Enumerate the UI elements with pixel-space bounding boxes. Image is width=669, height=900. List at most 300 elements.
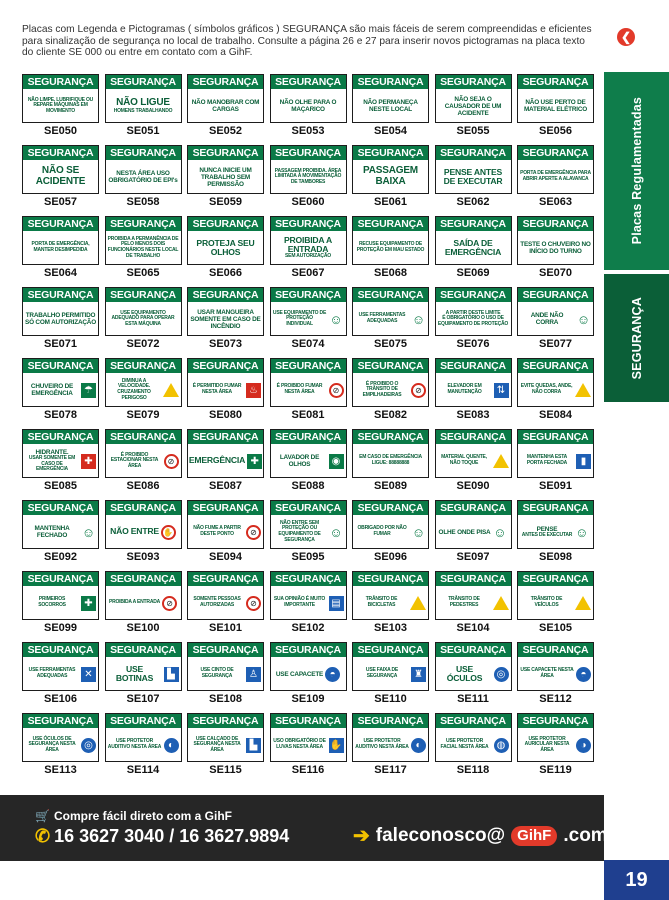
sign-card-se062[interactable] bbox=[435, 145, 512, 210]
sign-code: SE114 bbox=[126, 764, 160, 776]
sign-header: SEGURANÇA bbox=[106, 501, 181, 516]
sign-main-text: USO OBRIGATÓRIO DE LUVAS NESTA ÁREA bbox=[273, 738, 326, 750]
sign-code: SE055 bbox=[456, 125, 490, 137]
sign-body bbox=[353, 658, 428, 690]
worker-icon: ☺ bbox=[576, 311, 591, 327]
sign-body bbox=[271, 587, 346, 619]
sign-card-se094[interactable] bbox=[187, 500, 264, 565]
sign-body bbox=[106, 90, 181, 122]
no-smoking-icon: ⊘ bbox=[329, 383, 344, 398]
sign-header: SEGURANÇA bbox=[23, 501, 98, 516]
sign-code: SE098 bbox=[538, 551, 573, 563]
sign-body bbox=[353, 516, 428, 548]
sign-code: SE104 bbox=[456, 622, 490, 634]
sign-main-text: USE FAIXA DE SEGURANÇA bbox=[365, 667, 399, 679]
sign-body bbox=[188, 303, 263, 335]
sign-card-se084[interactable] bbox=[517, 358, 594, 423]
sign-card-se086[interactable] bbox=[105, 429, 182, 494]
sign-body bbox=[436, 374, 511, 406]
sign-plate bbox=[22, 500, 99, 549]
sign-main-text: LAVADOR DE OLHOS bbox=[279, 454, 320, 468]
sign-plate bbox=[270, 713, 347, 762]
sign-header: SEGURANÇA bbox=[518, 714, 593, 729]
sign-card-se067[interactable] bbox=[270, 216, 347, 281]
sign-body bbox=[23, 658, 98, 690]
sign-code: SE095 bbox=[291, 551, 325, 563]
sign-body bbox=[436, 90, 511, 122]
sign-card-se113[interactable] bbox=[22, 713, 99, 778]
sign-main-text: É PROIBIDO O TRÂNSITO DE EMPILHADEIRAS bbox=[362, 380, 402, 398]
sign-header: SEGURANÇA bbox=[353, 288, 428, 303]
sign-text bbox=[25, 166, 96, 187]
sign-card-se063[interactable] bbox=[517, 145, 594, 210]
sign-card-se106[interactable] bbox=[22, 642, 99, 707]
sign-card-se090[interactable] bbox=[435, 429, 512, 494]
sign-plate bbox=[517, 216, 594, 265]
sign-plate bbox=[435, 571, 512, 620]
sign-card-se103[interactable] bbox=[352, 571, 429, 636]
sign-body bbox=[106, 658, 181, 690]
sign-text bbox=[109, 600, 160, 606]
sign-card-se066[interactable] bbox=[187, 216, 264, 281]
sign-card-se074[interactable] bbox=[270, 287, 347, 352]
sign-plate bbox=[435, 642, 512, 691]
sign-card-se096[interactable] bbox=[352, 500, 429, 565]
sign-card-se105[interactable] bbox=[517, 571, 594, 636]
sign-card-se075[interactable] bbox=[352, 287, 429, 352]
sign-main-text: PENSE bbox=[536, 525, 558, 533]
sign-plate bbox=[352, 500, 429, 549]
sign-plate bbox=[517, 571, 594, 620]
sign-card-se080[interactable] bbox=[187, 358, 264, 423]
sign-plate bbox=[187, 642, 264, 691]
back-arrow-icon[interactable]: ❮ bbox=[617, 28, 635, 46]
sign-card-se115[interactable] bbox=[187, 713, 264, 778]
sign-main-text: TRÂNSITO DE VEÍCULOS bbox=[530, 596, 563, 608]
sign-body bbox=[353, 445, 428, 477]
sign-body bbox=[106, 729, 181, 761]
sign-text bbox=[355, 99, 426, 113]
sign-plate bbox=[435, 145, 512, 194]
sign-plate bbox=[187, 74, 264, 123]
sign-text bbox=[25, 383, 79, 397]
worker-icon: ☺ bbox=[411, 524, 426, 540]
sign-header: SEGURANÇA bbox=[188, 75, 263, 90]
sign-text bbox=[438, 96, 509, 117]
sign-header: SEGURANÇA bbox=[188, 430, 263, 445]
sign-card-se061[interactable] bbox=[352, 145, 429, 210]
sign-card-se104[interactable] bbox=[435, 571, 512, 636]
sign-plate bbox=[187, 145, 264, 194]
sign-card-se118[interactable] bbox=[435, 713, 512, 778]
arrow-right-icon: ➔ bbox=[353, 825, 370, 847]
sign-plate bbox=[517, 145, 594, 194]
sign-body bbox=[106, 303, 181, 335]
sign-card-se117[interactable] bbox=[352, 713, 429, 778]
sign-code: SE072 bbox=[126, 338, 160, 350]
sign-card-se091[interactable] bbox=[517, 429, 594, 494]
sign-grid bbox=[22, 74, 594, 778]
sign-text bbox=[110, 527, 159, 536]
sign-body bbox=[188, 232, 263, 264]
shower-icon: ☂ bbox=[81, 383, 96, 398]
sign-plate bbox=[187, 287, 264, 336]
sign-text bbox=[522, 526, 572, 539]
sign-text bbox=[25, 242, 96, 253]
sign-main-text: PROIBIDA A PERMANÊNCIA DE PELO MENOS DOIS FUNCIONÁRIOS NESTE LOCAL DE TRABALHO bbox=[107, 235, 179, 259]
sign-body bbox=[353, 374, 428, 406]
sign-main-text: NÃO FUME A PARTIR DESTE PONTO bbox=[193, 525, 241, 537]
helmet-icon: ◓ bbox=[325, 667, 340, 682]
sign-main-text: EVITE QUEDAS, ANDE, NÃO CORRA bbox=[520, 383, 573, 395]
sign-plate bbox=[22, 713, 99, 762]
sign-plate bbox=[270, 74, 347, 123]
sign-card-se056[interactable] bbox=[517, 74, 594, 139]
sign-card-se077[interactable] bbox=[517, 287, 594, 352]
sign-card-se112[interactable] bbox=[517, 642, 594, 707]
sign-body bbox=[106, 374, 181, 406]
sign-plate bbox=[105, 287, 182, 336]
sign-card-se099[interactable] bbox=[22, 571, 99, 636]
sign-card-se116[interactable] bbox=[270, 713, 347, 778]
sign-main-text: NÃO SE ACIDENTE bbox=[35, 165, 86, 187]
worker-icon: ☺ bbox=[411, 311, 426, 327]
sign-main-text: NÃO LIGUE bbox=[116, 96, 170, 108]
sign-body bbox=[518, 658, 593, 690]
sign-body bbox=[518, 303, 593, 335]
sign-text bbox=[108, 739, 162, 750]
sign-card-se102[interactable] bbox=[270, 571, 347, 636]
sign-card-se057[interactable] bbox=[22, 145, 99, 210]
boots-icon: ▙ bbox=[164, 667, 179, 682]
sign-card-se053[interactable] bbox=[270, 74, 347, 139]
sign-card-se111[interactable] bbox=[435, 642, 512, 707]
sign-text bbox=[190, 597, 244, 608]
no-parking-icon: ⊘ bbox=[164, 454, 179, 469]
sign-code: SE092 bbox=[43, 551, 78, 563]
sign-main-text: USE ÓCULOS DE SEGURANÇA NESTA ÁREA bbox=[28, 735, 76, 753]
sign-text bbox=[190, 99, 261, 113]
sign-card-se076[interactable] bbox=[435, 287, 512, 352]
sign-code: SE100 bbox=[126, 622, 160, 634]
sign-body bbox=[518, 516, 593, 548]
sign-text bbox=[520, 171, 591, 182]
sign-plate bbox=[270, 358, 347, 407]
sign-card-se093[interactable] bbox=[105, 500, 182, 565]
boots-icon: ▙ bbox=[246, 738, 261, 753]
sign-code: SE051 bbox=[126, 125, 160, 137]
sign-text bbox=[25, 312, 96, 326]
sign-main-text: OBRIGADO POR NÃO FUMAR bbox=[357, 525, 407, 537]
sign-plate bbox=[105, 358, 182, 407]
sign-main-text: SUA OPINIÃO É MUITO IMPORTANTE bbox=[273, 596, 326, 608]
sign-header: SEGURANÇA bbox=[518, 217, 593, 232]
sign-header: SEGURANÇA bbox=[106, 643, 181, 658]
sign-body bbox=[518, 90, 593, 122]
sign-main-text: PROIBIDA A ENTRADA bbox=[108, 599, 161, 606]
sign-card-se052[interactable] bbox=[187, 74, 264, 139]
sign-card-se119[interactable] bbox=[517, 713, 594, 778]
sign-code: SE069 bbox=[456, 267, 490, 279]
sign-card-se069[interactable] bbox=[435, 216, 512, 281]
sign-plate bbox=[22, 145, 99, 194]
sign-text bbox=[114, 98, 173, 114]
sign-card-se059[interactable] bbox=[187, 145, 264, 210]
sign-code: SE102 bbox=[291, 622, 325, 634]
sign-card-se107[interactable] bbox=[105, 642, 182, 707]
sign-plate bbox=[435, 287, 512, 336]
sign-main-text: PENSE ANTES DE EXECUTAR bbox=[443, 166, 503, 186]
sign-body bbox=[23, 232, 98, 264]
sign-header: SEGURANÇA bbox=[188, 146, 263, 161]
sign-card-se097[interactable] bbox=[435, 500, 512, 565]
sign-sub-text: USAR SOMENTE EM CASO DE EMERGÊNCIA bbox=[28, 455, 76, 473]
sign-text bbox=[438, 665, 492, 683]
sign-main-text: SOMENTE PESSOAS AUTORIZADAS bbox=[193, 596, 241, 608]
sign-header: SEGURANÇA bbox=[23, 217, 98, 232]
sign-main-text: A PARTIR DESTE LIMITE bbox=[445, 309, 501, 316]
sign-plate bbox=[517, 713, 594, 762]
sign-main-text: USE CAPACETE NESTA ÁREA bbox=[520, 667, 574, 679]
sign-header: SEGURANÇA bbox=[518, 75, 593, 90]
sign-main-text: É PROIBIDO FUMAR NESTA ÁREA bbox=[276, 383, 323, 395]
sign-main-text: USE FERRAMENTAS ADEQUADAS bbox=[28, 667, 76, 679]
sign-card-se110[interactable] bbox=[352, 642, 429, 707]
sign-plate bbox=[352, 713, 429, 762]
sign-main-text: PORTA DE EMERGÊNCIA, MANTER DESIMPEDIDA bbox=[31, 241, 90, 253]
sign-body bbox=[271, 445, 346, 477]
sign-text bbox=[108, 379, 161, 401]
sign-card-se081[interactable] bbox=[270, 358, 347, 423]
sign-body bbox=[436, 303, 511, 335]
sign-plate bbox=[435, 713, 512, 762]
sign-main-text: USE CINTO DE SEGURANÇA bbox=[200, 667, 234, 679]
sign-card-se100[interactable] bbox=[105, 571, 182, 636]
sign-code: SE099 bbox=[43, 622, 78, 634]
sign-header: SEGURANÇA bbox=[271, 146, 346, 161]
sign-plate bbox=[270, 500, 347, 549]
sign-card-se065[interactable] bbox=[105, 216, 182, 281]
sign-text bbox=[355, 668, 409, 679]
sign-code: SE050 bbox=[43, 125, 78, 137]
sign-text bbox=[520, 597, 573, 608]
hot-warning-icon bbox=[493, 454, 509, 468]
sign-card-se078[interactable] bbox=[22, 358, 99, 423]
fall-warning-icon bbox=[575, 383, 591, 397]
sign-text bbox=[190, 167, 261, 188]
sign-text bbox=[190, 737, 244, 754]
sign-text bbox=[190, 309, 261, 330]
sign-header: SEGURANÇA bbox=[271, 643, 346, 658]
sign-body bbox=[271, 516, 346, 548]
hydrant-icon: ✚ bbox=[81, 454, 96, 469]
sign-body bbox=[436, 587, 511, 619]
sign-text bbox=[520, 455, 574, 466]
sign-text bbox=[520, 737, 574, 754]
sign-main-text: É PERMITIDO FUMAR NESTA ÁREA bbox=[192, 383, 242, 395]
sign-card-se108[interactable] bbox=[187, 642, 264, 707]
sign-main-text: NÃO ENTRE SEM PROTEÇÃO OU EQUIPAMENTO DE SEGURANÇA bbox=[278, 519, 321, 543]
sign-card-se092[interactable] bbox=[22, 500, 99, 565]
sign-header: SEGURANÇA bbox=[23, 359, 98, 374]
sign-card-se051[interactable] bbox=[105, 74, 182, 139]
sign-body bbox=[353, 729, 428, 761]
sign-plate bbox=[187, 429, 264, 478]
tools-icon: ✕ bbox=[81, 667, 96, 682]
sign-card-se071[interactable] bbox=[22, 287, 99, 352]
sign-body bbox=[271, 658, 346, 690]
sign-card-se079[interactable] bbox=[105, 358, 182, 423]
sign-code: SE068 bbox=[373, 267, 408, 279]
sign-main-text: USE ÓCULOS bbox=[446, 663, 483, 683]
sign-plate bbox=[105, 571, 182, 620]
ear-protection-icon: ◐ bbox=[411, 738, 426, 753]
sign-card-se054[interactable] bbox=[352, 74, 429, 139]
sign-card-se109[interactable] bbox=[270, 642, 347, 707]
sign-header: SEGURANÇA bbox=[188, 714, 263, 729]
sign-header: SEGURANÇA bbox=[23, 572, 98, 587]
sign-text bbox=[25, 668, 79, 679]
phone-numbers[interactable]: ✆ 16 3627 3040 / 16 3627.9894 bbox=[35, 826, 290, 846]
sign-text bbox=[520, 384, 573, 395]
sign-main-text: TRÂNSITO DE BICICLETAS bbox=[365, 596, 398, 608]
sign-main-text: USE FERRAMENTAS ADEQUADAS bbox=[358, 312, 406, 324]
sign-header: SEGURANÇA bbox=[353, 643, 428, 658]
sign-body bbox=[436, 445, 511, 477]
sign-card-se068[interactable] bbox=[352, 216, 429, 281]
sign-main-text: NÃO OLHE PARA O MAÇARICO bbox=[279, 99, 337, 113]
tab-placas-regulamentadas[interactable]: Placas Regulamentadas bbox=[604, 72, 669, 270]
sign-body bbox=[106, 445, 181, 477]
sign-card-se082[interactable] bbox=[352, 358, 429, 423]
sign-plate bbox=[352, 571, 429, 620]
sign-plate bbox=[22, 642, 99, 691]
sign-card-se070[interactable] bbox=[517, 216, 594, 281]
sign-main-text: PASSAGEM BAIXA bbox=[363, 165, 418, 187]
sign-code: SE097 bbox=[456, 551, 490, 563]
sign-header: SEGURANÇA bbox=[271, 217, 346, 232]
sign-body bbox=[518, 729, 593, 761]
sign-header: SEGURANÇA bbox=[271, 359, 346, 374]
sign-plate bbox=[22, 287, 99, 336]
sign-text bbox=[273, 384, 327, 395]
sign-body bbox=[188, 658, 263, 690]
sign-body bbox=[106, 516, 181, 548]
sign-header: SEGURANÇA bbox=[436, 643, 511, 658]
sign-card-se089[interactable] bbox=[352, 429, 429, 494]
sign-code: SE118 bbox=[456, 764, 490, 776]
sign-card-se088[interactable] bbox=[270, 429, 347, 494]
sign-card-se083[interactable] bbox=[435, 358, 512, 423]
sign-header: SEGURANÇA bbox=[436, 430, 511, 445]
sign-main-text: SAÍDA DE EMERGÊNCIA bbox=[444, 237, 502, 257]
sign-header: SEGURANÇA bbox=[106, 714, 181, 729]
sign-body bbox=[353, 232, 428, 264]
sign-plate bbox=[187, 216, 264, 265]
sign-card-se085[interactable] bbox=[22, 429, 99, 494]
sign-code: SE058 bbox=[126, 196, 160, 208]
sign-plate bbox=[352, 358, 429, 407]
sign-card-se064[interactable] bbox=[22, 216, 99, 281]
sign-card-se050[interactable] bbox=[22, 74, 99, 139]
sign-main-text: USE PROTETOR AUDITIVO NESTA ÁREA bbox=[107, 738, 162, 750]
sign-code: SE088 bbox=[291, 480, 325, 492]
sign-card-se095[interactable] bbox=[270, 500, 347, 565]
sign-code: SE067 bbox=[291, 267, 325, 279]
sign-text bbox=[355, 382, 409, 399]
sign-main-text: USE PROTETOR FACIAL NESTA ÁREA bbox=[440, 738, 489, 750]
sign-card-se073[interactable] bbox=[187, 287, 264, 352]
sign-header: SEGURANÇA bbox=[23, 714, 98, 729]
sign-main-text: DIMINUA A VELOCIDADE. CRUZAMENTO PERIGOSO bbox=[117, 377, 151, 401]
sign-plate bbox=[187, 571, 264, 620]
sign-main-text: NÃO USE PERTO DE MATERIAL ELÉTRICO bbox=[523, 99, 588, 113]
sign-card-se114[interactable] bbox=[105, 713, 182, 778]
sign-card-se087[interactable] bbox=[187, 429, 264, 494]
sign-body bbox=[23, 729, 98, 761]
sign-card-se101[interactable] bbox=[187, 571, 264, 636]
sign-header: SEGURANÇA bbox=[353, 430, 428, 445]
sign-text bbox=[190, 239, 261, 257]
sign-header: SEGURANÇA bbox=[271, 430, 346, 445]
tab-seguranca[interactable]: SEGURANÇA bbox=[604, 274, 669, 402]
sign-code: SE101 bbox=[208, 622, 243, 634]
sign-body bbox=[23, 303, 98, 335]
sign-plate bbox=[22, 571, 99, 620]
sign-code: SE060 bbox=[291, 196, 325, 208]
sign-card-se060[interactable] bbox=[270, 145, 347, 210]
sign-main-text: USE PROTETOR AUDITIVO NESTA ÁREA bbox=[355, 738, 409, 750]
sign-code: SE096 bbox=[373, 551, 408, 563]
sign-main-text: É PROIBIDO ESTACIONAR NESTA ÁREA bbox=[110, 451, 159, 469]
sign-main-text: NÃO ENTRE bbox=[110, 526, 159, 537]
sign-plate bbox=[517, 358, 594, 407]
eyewash-icon: ◉ bbox=[329, 454, 344, 469]
sign-header: SEGURANÇA bbox=[436, 217, 511, 232]
sign-main-text: CHUVEIRO DE EMERGÊNCIA bbox=[30, 383, 74, 397]
sign-plate bbox=[187, 500, 264, 549]
sign-text bbox=[520, 99, 591, 113]
sign-header: SEGURANÇA bbox=[106, 359, 181, 374]
sign-text bbox=[25, 98, 96, 115]
sign-code: SE053 bbox=[291, 125, 325, 137]
sign-text bbox=[355, 597, 408, 608]
sign-code: SE063 bbox=[538, 196, 573, 208]
contact-email[interactable]: ➔ faleconosco@ GihF .com.br bbox=[353, 824, 632, 847]
sign-header: SEGURANÇA bbox=[353, 146, 428, 161]
sign-card-se072[interactable] bbox=[105, 287, 182, 352]
sign-header: SEGURANÇA bbox=[23, 643, 98, 658]
sign-body bbox=[353, 90, 428, 122]
sign-card-se058[interactable] bbox=[105, 145, 182, 210]
sign-header: SEGURANÇA bbox=[436, 359, 511, 374]
sign-plate bbox=[352, 74, 429, 123]
sign-code: SE086 bbox=[126, 480, 160, 492]
sign-main-text: RECUSE EQUIPAMENTO DE PROTEÇÃO EM MAU ESTADO bbox=[356, 241, 425, 253]
sign-code: SE076 bbox=[456, 338, 490, 350]
book-icon: ▤ bbox=[329, 596, 344, 611]
sign-code: SE056 bbox=[538, 125, 573, 137]
sign-code: SE061 bbox=[373, 196, 408, 208]
sign-header: SEGURANÇA bbox=[353, 359, 428, 374]
sign-card-se055[interactable] bbox=[435, 74, 512, 139]
sign-body bbox=[23, 90, 98, 122]
sign-body bbox=[353, 303, 428, 335]
sign-plate bbox=[270, 145, 347, 194]
sign-body bbox=[106, 587, 181, 619]
sign-card-se098[interactable] bbox=[517, 500, 594, 565]
sign-plate bbox=[270, 216, 347, 265]
